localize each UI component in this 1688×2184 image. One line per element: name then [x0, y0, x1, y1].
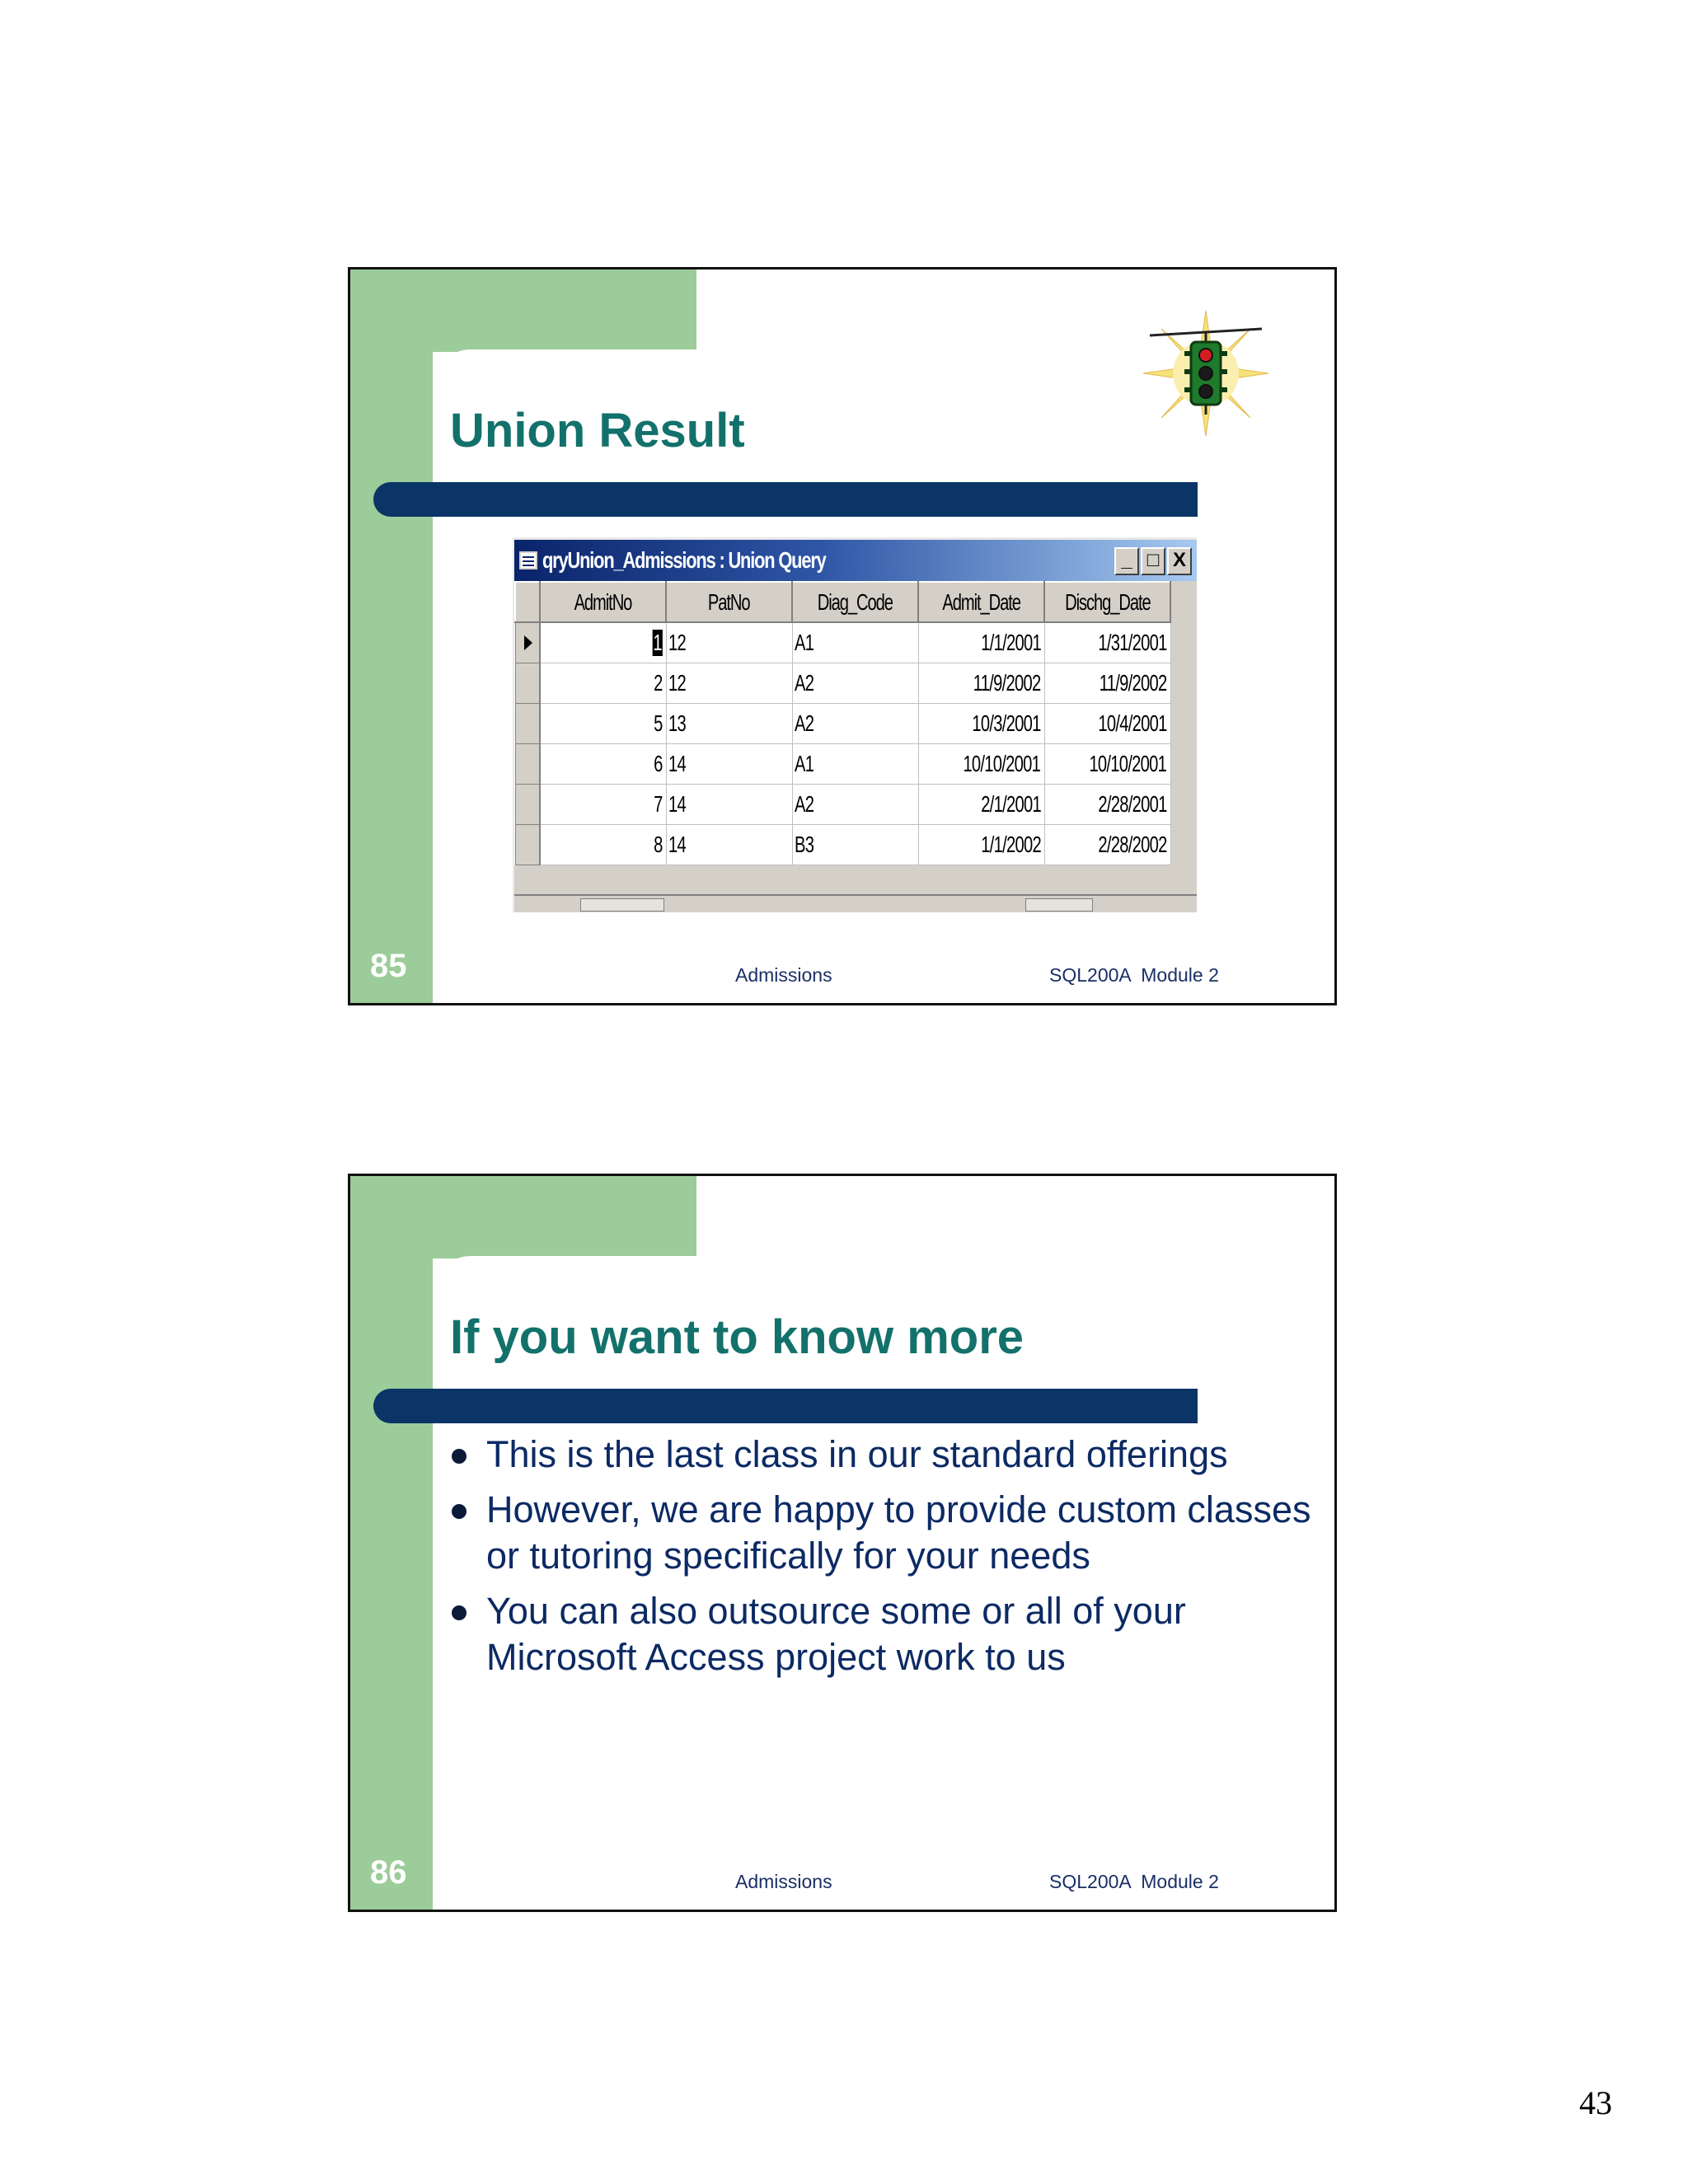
- slide-85: [348, 267, 1337, 1005]
- cell-patno[interactable]: 12: [666, 663, 792, 703]
- cell-dischg-date[interactable]: 10/10/2001: [1044, 743, 1170, 784]
- cell-dischg-date[interactable]: 1/31/2001: [1044, 622, 1170, 663]
- traffic-light-icon: [1142, 309, 1270, 438]
- cell-diag-code[interactable]: B3: [792, 824, 918, 865]
- cell-diag-code[interactable]: A2: [792, 784, 918, 824]
- cell-diag-code[interactable]: A2: [792, 703, 918, 743]
- maximize-button[interactable]: □: [1141, 547, 1165, 575]
- cell-admitno[interactable]: 2: [540, 663, 666, 703]
- column-header-dischg-date[interactable]: Dischg_Date: [1044, 582, 1170, 622]
- row-selector[interactable]: [515, 743, 540, 784]
- table-row[interactable]: [515, 663, 1170, 703]
- table-row[interactable]: [515, 784, 1170, 824]
- bullet-dot-icon: [452, 1504, 467, 1519]
- row-selector-header[interactable]: [515, 582, 540, 622]
- cell-admit-date[interactable]: 10/10/2001: [918, 743, 1044, 784]
- cell-admitno[interactable]: 1: [540, 622, 666, 663]
- cell-admitno[interactable]: 6: [540, 743, 666, 784]
- footer-center: Admissions: [735, 964, 832, 986]
- slide-title: If you want to know more: [450, 1310, 1025, 1364]
- minimize-button[interactable]: _: [1114, 547, 1139, 575]
- query-datasheet: [514, 581, 1171, 865]
- window-controls: [1114, 547, 1192, 575]
- row-selector[interactable]: [515, 824, 540, 865]
- cell-patno[interactable]: 12: [666, 622, 792, 663]
- record-number-field[interactable]: [580, 898, 664, 912]
- cell-admit-date[interactable]: 11/9/2002: [918, 663, 1044, 703]
- table-row[interactable]: [515, 622, 1170, 663]
- current-row-selector[interactable]: [515, 622, 540, 663]
- cell-patno[interactable]: 13: [666, 703, 792, 743]
- bullet-dot-icon: [452, 1449, 467, 1464]
- current-record-pointer-icon: [524, 635, 532, 650]
- slide-number: 85: [370, 948, 407, 984]
- datasheet-icon: [519, 551, 537, 569]
- cell-patno[interactable]: 14: [666, 784, 792, 824]
- column-header-patno[interactable]: PatNo: [666, 582, 792, 622]
- cell-dischg-date[interactable]: 2/28/2002: [1044, 824, 1170, 865]
- cell-dischg-date[interactable]: 2/28/2001: [1044, 784, 1170, 824]
- close-button[interactable]: X: [1167, 547, 1192, 575]
- record-count-field: [1025, 898, 1093, 912]
- cell-admit-date[interactable]: 1/1/2002: [918, 824, 1044, 865]
- row-selector[interactable]: [515, 784, 540, 824]
- footer-center: Admissions: [735, 1871, 832, 1892]
- cell-admit-date[interactable]: 10/3/2001: [918, 703, 1044, 743]
- slide-accent-left: [350, 269, 433, 1003]
- record-navigation-bar[interactable]: [514, 894, 1197, 912]
- slide-accent-top: [350, 1176, 696, 1258]
- query-window-titlebar[interactable]: [514, 540, 1197, 581]
- table-row[interactable]: [515, 743, 1170, 784]
- bullet-list: [447, 1432, 1320, 1690]
- cell-diag-code[interactable]: A1: [792, 743, 918, 784]
- row-selector[interactable]: [515, 703, 540, 743]
- cell-dischg-date[interactable]: 11/9/2002: [1044, 663, 1170, 703]
- cell-admitno[interactable]: 5: [540, 703, 666, 743]
- table-row[interactable]: [515, 703, 1170, 743]
- slide-86: [348, 1174, 1337, 1912]
- bullet-dot-icon: [452, 1605, 467, 1620]
- slide-accent-top: [350, 269, 696, 352]
- column-header-admitno[interactable]: AdmitNo: [540, 582, 666, 622]
- footer-right: SQL200A Module 2: [1049, 964, 1219, 986]
- bullet-item: You can also outsource some or all of your Microsoft Access project work to us: [447, 1588, 1320, 1680]
- query-window-title: qryUnion_Admissions : Union Query: [542, 547, 826, 573]
- cell-diag-code[interactable]: A2: [792, 663, 918, 703]
- cell-diag-code[interactable]: A1: [792, 622, 918, 663]
- query-window[interactable]: [513, 537, 1197, 912]
- title-underline-bar: [373, 1389, 1198, 1423]
- title-underline-bar: [373, 482, 1198, 517]
- cell-dischg-date[interactable]: 10/4/2001: [1044, 703, 1170, 743]
- page-number: 43: [1579, 2084, 1612, 2121]
- row-selector[interactable]: [515, 663, 540, 703]
- slide-accent-left: [350, 1176, 433, 1910]
- cell-admitno[interactable]: 8: [540, 824, 666, 865]
- column-header-diag-code[interactable]: Diag_Code: [792, 582, 918, 622]
- slide-title: Union Result: [450, 404, 745, 457]
- bullet-item: However, we are happy to provide custom classes or tutoring specifically for your needs: [447, 1487, 1320, 1579]
- slide-number: 86: [370, 1854, 407, 1891]
- cell-patno[interactable]: 14: [666, 824, 792, 865]
- footer-right: SQL200A Module 2: [1049, 1871, 1219, 1892]
- column-header-admit-date[interactable]: Admit_Date: [918, 582, 1044, 622]
- bullet-item: This is the last class in our standard offerings: [447, 1432, 1320, 1478]
- table-row[interactable]: [515, 824, 1170, 865]
- cell-admit-date[interactable]: 2/1/2001: [918, 784, 1044, 824]
- cell-admitno[interactable]: 7: [540, 784, 666, 824]
- cell-patno[interactable]: 14: [666, 743, 792, 784]
- cell-admit-date[interactable]: 1/1/2001: [918, 622, 1044, 663]
